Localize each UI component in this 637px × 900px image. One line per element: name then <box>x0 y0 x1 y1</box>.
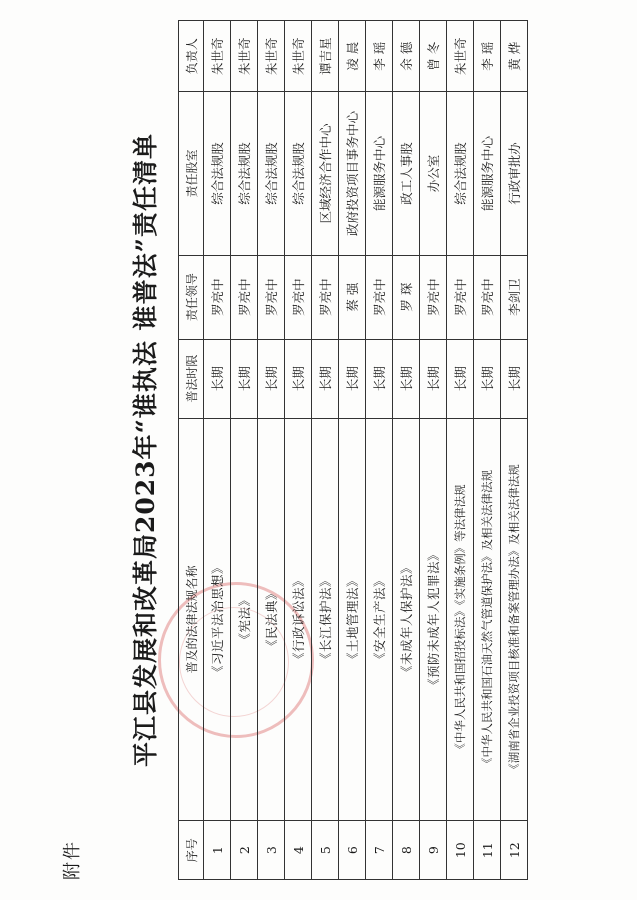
header-owner: 负责人 <box>179 21 204 92</box>
table-row <box>231 21 258 880</box>
header-leader: 责任领导 <box>179 255 204 339</box>
table-row <box>339 21 366 880</box>
cell-owner: 黄 烨 <box>501 21 528 92</box>
cell-law: 《湖南省企业投资项目核准和备案管理办法》及相关法律法规 <box>501 418 528 821</box>
cell-law: 《安全生产法》 <box>366 418 393 821</box>
cell-leader: 罗 琛 <box>393 255 420 339</box>
header-no: 序号 <box>179 821 204 880</box>
cell-department: 政府投资项目事务中心 <box>339 92 366 255</box>
cell-law: 《民法典》 <box>258 418 285 821</box>
cell-period: 长期 <box>366 339 393 418</box>
cell-no: 12 <box>501 821 528 880</box>
cell-leader: 罗亮中 <box>366 255 393 339</box>
cell-law: 《长江保护法》 <box>312 418 339 821</box>
cell-leader: 罗亮中 <box>474 255 501 339</box>
cell-no: 2 <box>231 821 258 880</box>
table-row <box>366 21 393 880</box>
cell-no: 9 <box>420 821 447 880</box>
cell-no: 11 <box>474 821 501 880</box>
cell-department: 综合法规股 <box>285 92 312 255</box>
cell-department: 综合法规股 <box>204 92 231 255</box>
cell-department: 能源服务中心 <box>366 92 393 255</box>
cell-leader: 罗亮中 <box>447 255 474 339</box>
table-body <box>204 21 528 880</box>
cell-law: 《宪法》 <box>231 418 258 821</box>
cell-no: 3 <box>258 821 285 880</box>
header-department: 责任股室 <box>179 92 204 255</box>
cell-no: 8 <box>393 821 420 880</box>
cell-period: 长期 <box>501 339 528 418</box>
cell-owner: 李 瑶 <box>474 21 501 92</box>
cell-no: 4 <box>285 821 312 880</box>
cell-owner: 李 瑶 <box>366 21 393 92</box>
cell-period: 长期 <box>420 339 447 418</box>
cell-owner: 朱世奇 <box>231 21 258 92</box>
cell-leader: 李剑卫 <box>501 255 528 339</box>
cell-department: 综合法规股 <box>258 92 285 255</box>
cell-leader: 罗亮中 <box>285 255 312 339</box>
cell-department: 综合法规股 <box>231 92 258 255</box>
cell-period: 长期 <box>312 339 339 418</box>
cell-no: 1 <box>204 821 231 880</box>
table-row <box>285 21 312 880</box>
table-row <box>204 21 231 880</box>
header-period: 普法时限 <box>179 339 204 418</box>
cell-owner: 凌 晨 <box>339 21 366 92</box>
cell-law: 《土地管理法》 <box>339 418 366 821</box>
cell-leader: 蔡 强 <box>339 255 366 339</box>
table-row <box>258 21 285 880</box>
cell-leader: 罗亮中 <box>204 255 231 339</box>
cell-leader: 罗亮中 <box>312 255 339 339</box>
cell-leader: 罗亮中 <box>231 255 258 339</box>
cell-owner: 余 德 <box>393 21 420 92</box>
cell-no: 7 <box>366 821 393 880</box>
cell-owner: 朱世奇 <box>285 21 312 92</box>
cell-law: 《未成年人保护法》 <box>393 418 420 821</box>
cell-owner: 曾 冬 <box>420 21 447 92</box>
cell-leader: 罗亮中 <box>420 255 447 339</box>
cell-department: 政工人事股 <box>393 92 420 255</box>
cell-owner: 朱世奇 <box>447 21 474 92</box>
responsibility-table <box>178 20 528 880</box>
cell-no: 5 <box>312 821 339 880</box>
cell-law: 《中华人民共和国石油天然气管道保护法》及相关法律法规 <box>474 418 501 821</box>
cell-law: 《预防未成年人犯罪法》 <box>420 418 447 821</box>
cell-law: 《习近平法治思想》 <box>204 418 231 821</box>
table-row <box>501 21 528 880</box>
document-title: 平江县发展和改革局2023年“谁执法 谁普法”责任清单 <box>131 132 160 768</box>
cell-law: 《中华人民共和国招投标法》《实施条例》等法律法规 <box>447 418 474 821</box>
cell-department: 办公室 <box>420 92 447 255</box>
cell-period: 长期 <box>231 339 258 418</box>
cell-owner: 朱世奇 <box>258 21 285 92</box>
cell-period: 长期 <box>204 339 231 418</box>
cell-department: 区域经济合作中心 <box>312 92 339 255</box>
cell-owner: 朱世奇 <box>204 21 231 92</box>
header-law: 普及的法律法规名称 <box>179 418 204 821</box>
cell-period: 长期 <box>393 339 420 418</box>
table-row <box>420 21 447 880</box>
cell-period: 长期 <box>474 339 501 418</box>
cell-no: 10 <box>447 821 474 880</box>
cell-period: 长期 <box>285 339 312 418</box>
cell-department: 综合法规股 <box>447 92 474 255</box>
cell-department: 行政审批办 <box>501 92 528 255</box>
table-row <box>447 21 474 880</box>
cell-period: 长期 <box>339 339 366 418</box>
cell-period: 长期 <box>258 339 285 418</box>
cell-owner: 谭吉星 <box>312 21 339 92</box>
table-row <box>474 21 501 880</box>
cell-no: 6 <box>339 821 366 880</box>
cell-law: 《行政诉讼法》 <box>285 418 312 821</box>
cell-department: 能源服务中心 <box>474 92 501 255</box>
table-row <box>312 21 339 880</box>
rotated-sheet <box>60 20 580 880</box>
attachment-label: 附件 <box>62 840 83 880</box>
table-row <box>393 21 420 880</box>
cell-leader: 罗亮中 <box>258 255 285 339</box>
table-header-row <box>179 21 204 880</box>
cell-period: 长期 <box>447 339 474 418</box>
